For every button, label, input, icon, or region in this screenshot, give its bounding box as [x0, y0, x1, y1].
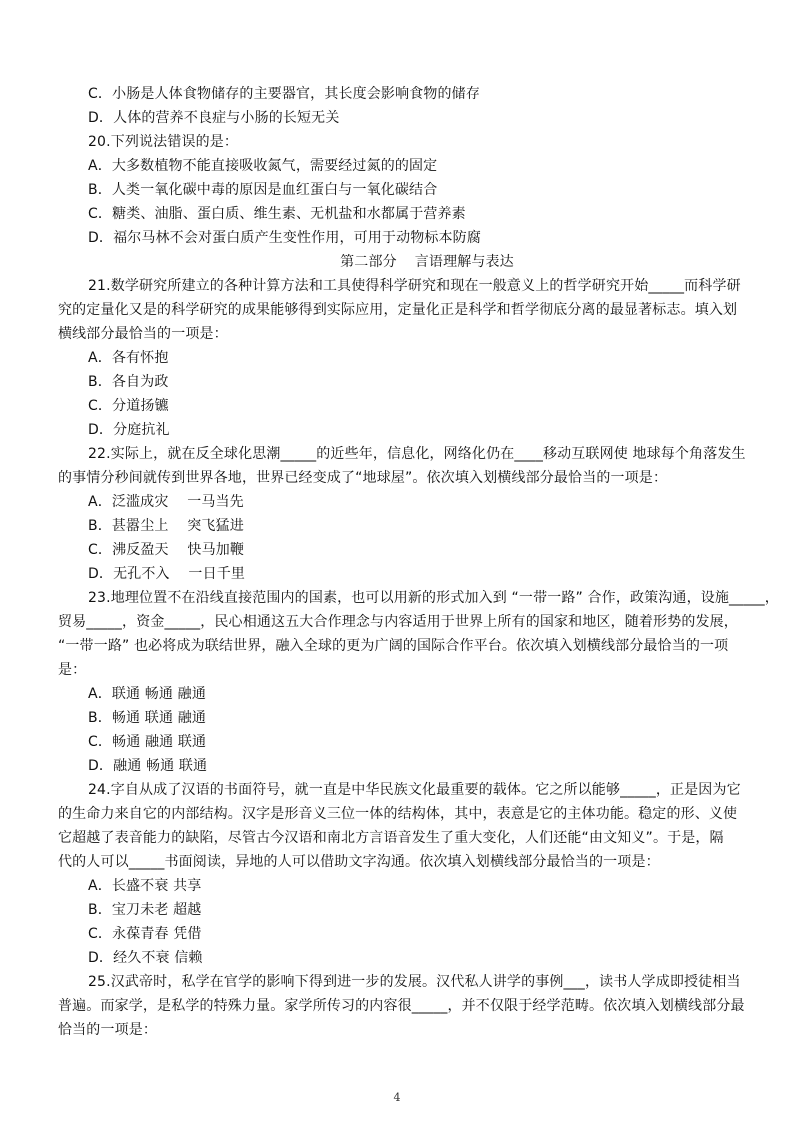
q20-option-d: D．福尔马林不会对蛋白质产生变性作用，可用于动物标本防腐 — [88, 230, 481, 246]
question-25-line-3: 恰当的一项是： — [58, 1022, 158, 1038]
q22-option-c: C．沸反盈天 快马加鞭 — [88, 542, 245, 558]
question-25-line-1: 25.汉武帝时，私学在官学的影响下得到进一步的发展。汉代私人讲学的事例___，读书人学成即授徒相当 — [88, 974, 741, 990]
q23-option-a: A．联通 畅通 融通 — [88, 686, 206, 702]
q24-option-a: A．长盛不衰 共享 — [88, 878, 202, 894]
q21-option-a: A．各有怀抱 — [88, 350, 169, 366]
q21-option-d: D．分庭抗礼 — [88, 422, 170, 438]
question-25-line-2: 普遍。而家学，是私学的特殊力量。家学所传习的内容很_____，并不仅限于经学范畴。依次填入划横线部分最 — [58, 998, 745, 1014]
q21-option-c: C．分道扬镳 — [88, 398, 169, 414]
question-24-line-1: 24.字自从成了汉语的书面符号，就一直是中华民族文化最重要的载体。它之所以能够_____，正是因为它 — [88, 782, 741, 798]
q20-option-c: C．糖类、油脂、蛋白质、维生素、无机盐和水都属于营养素 — [88, 206, 466, 222]
q21-option-b: B．各自为政 — [88, 374, 169, 390]
question-23-line-1: 23.地理位置不在沿线直接范围内的国素，也可以用新的形式加入到 “一带一路” 合作，政策沟通，设施_____， — [88, 590, 779, 606]
question-24-line-4: 代的人可以_____书面阅读，异地的人可以借助文字沟通。依次填入划横线部分最恰当的一项是： — [58, 854, 660, 870]
section-heading — [0, 253, 794, 271]
q20-option-a: A．大多数植物不能直接吸收氮气，需要经过氮的的固定 — [88, 158, 438, 174]
question-21-line-2: 究的定量化又是的科学研究的成果能够得到实际应用，定量化正是科学和哲学彻底分离的最显著标志。填入划 — [58, 302, 738, 318]
question-21-line-1: 21.数学研究所建立的各种计算方法和工具使得科学研究和现在一般意义上的哲学研究开始_____而科学研 — [88, 278, 741, 294]
section-title: 言语理解与表达 — [414, 254, 514, 270]
q22-option-b: B．甚嚣尘上 突飞猛进 — [88, 518, 244, 534]
question-24-line-3: 它超越了表音能力的缺陷，尽管古今汉语和南北方言语音发生了重大变化，人们还能“由文知义”。于是，隔 — [58, 830, 724, 846]
section-part: 第二部分 — [340, 254, 397, 270]
question-22-line-1: 22.实际上，就在反全球化思潮_____的近些年，信息化，网络化仍在____移动互联网使 地球每个角落发生 — [88, 446, 746, 462]
q24-option-d: D．经久不衰 信赖 — [88, 950, 203, 966]
page-number: 4 — [393, 1091, 401, 1104]
question-20-stem: 20.下列说法错误的是： — [88, 134, 239, 150]
option-d-prev: D．人体的营养不良症与小肠的长短无关 — [88, 110, 340, 126]
q24-option-b: B．宝刀未老 超越 — [88, 902, 202, 918]
question-23-line-4: 是： — [58, 662, 87, 678]
q22-option-d: D．无孔不入 一日千里 — [88, 566, 246, 582]
question-21-line-3: 横线部分最恰当的一项是： — [58, 326, 228, 342]
q22-option-a: A．泛滥成灾 一马当先 — [88, 494, 244, 510]
option-c-prev: C．小肠是人体食物储存的主要器官，其长度会影响食物的储存 — [88, 86, 480, 102]
q24-option-c: C．永葆青春 凭借 — [88, 926, 202, 942]
question-23-line-3: “一带一路” 也必将成为联结世界，融入全球的更为广阔的国际合作平台。依次填入划横线部分最恰当的一项 — [58, 638, 729, 654]
question-23-line-2: 贸易_____，资金_____，民心相通这五大合作理念与内容适用于世界上所有的国家和地区，随着形势的发展， — [58, 614, 738, 630]
q23-option-d: D．融通 畅通 联通 — [88, 758, 208, 774]
q23-option-b: B．畅通 联通 融通 — [88, 710, 207, 726]
question-24-line-2: 的生命力来自它的内部结构。汉字是形音义三位一体的结构体，其中，表意是它的主体功能。稳定的形、义使 — [58, 806, 738, 822]
q23-option-c: C．畅通 融通 联通 — [88, 734, 207, 750]
question-22-line-2: 的事情分秒间就传到世界各地，世界已经变成了“地球屋”。依次填入划横线部分最恰当的一项是： — [58, 470, 668, 486]
q20-option-b: B．人类一氧化碳中毒的原因是血红蛋白与一氧化碳结合 — [88, 182, 438, 198]
